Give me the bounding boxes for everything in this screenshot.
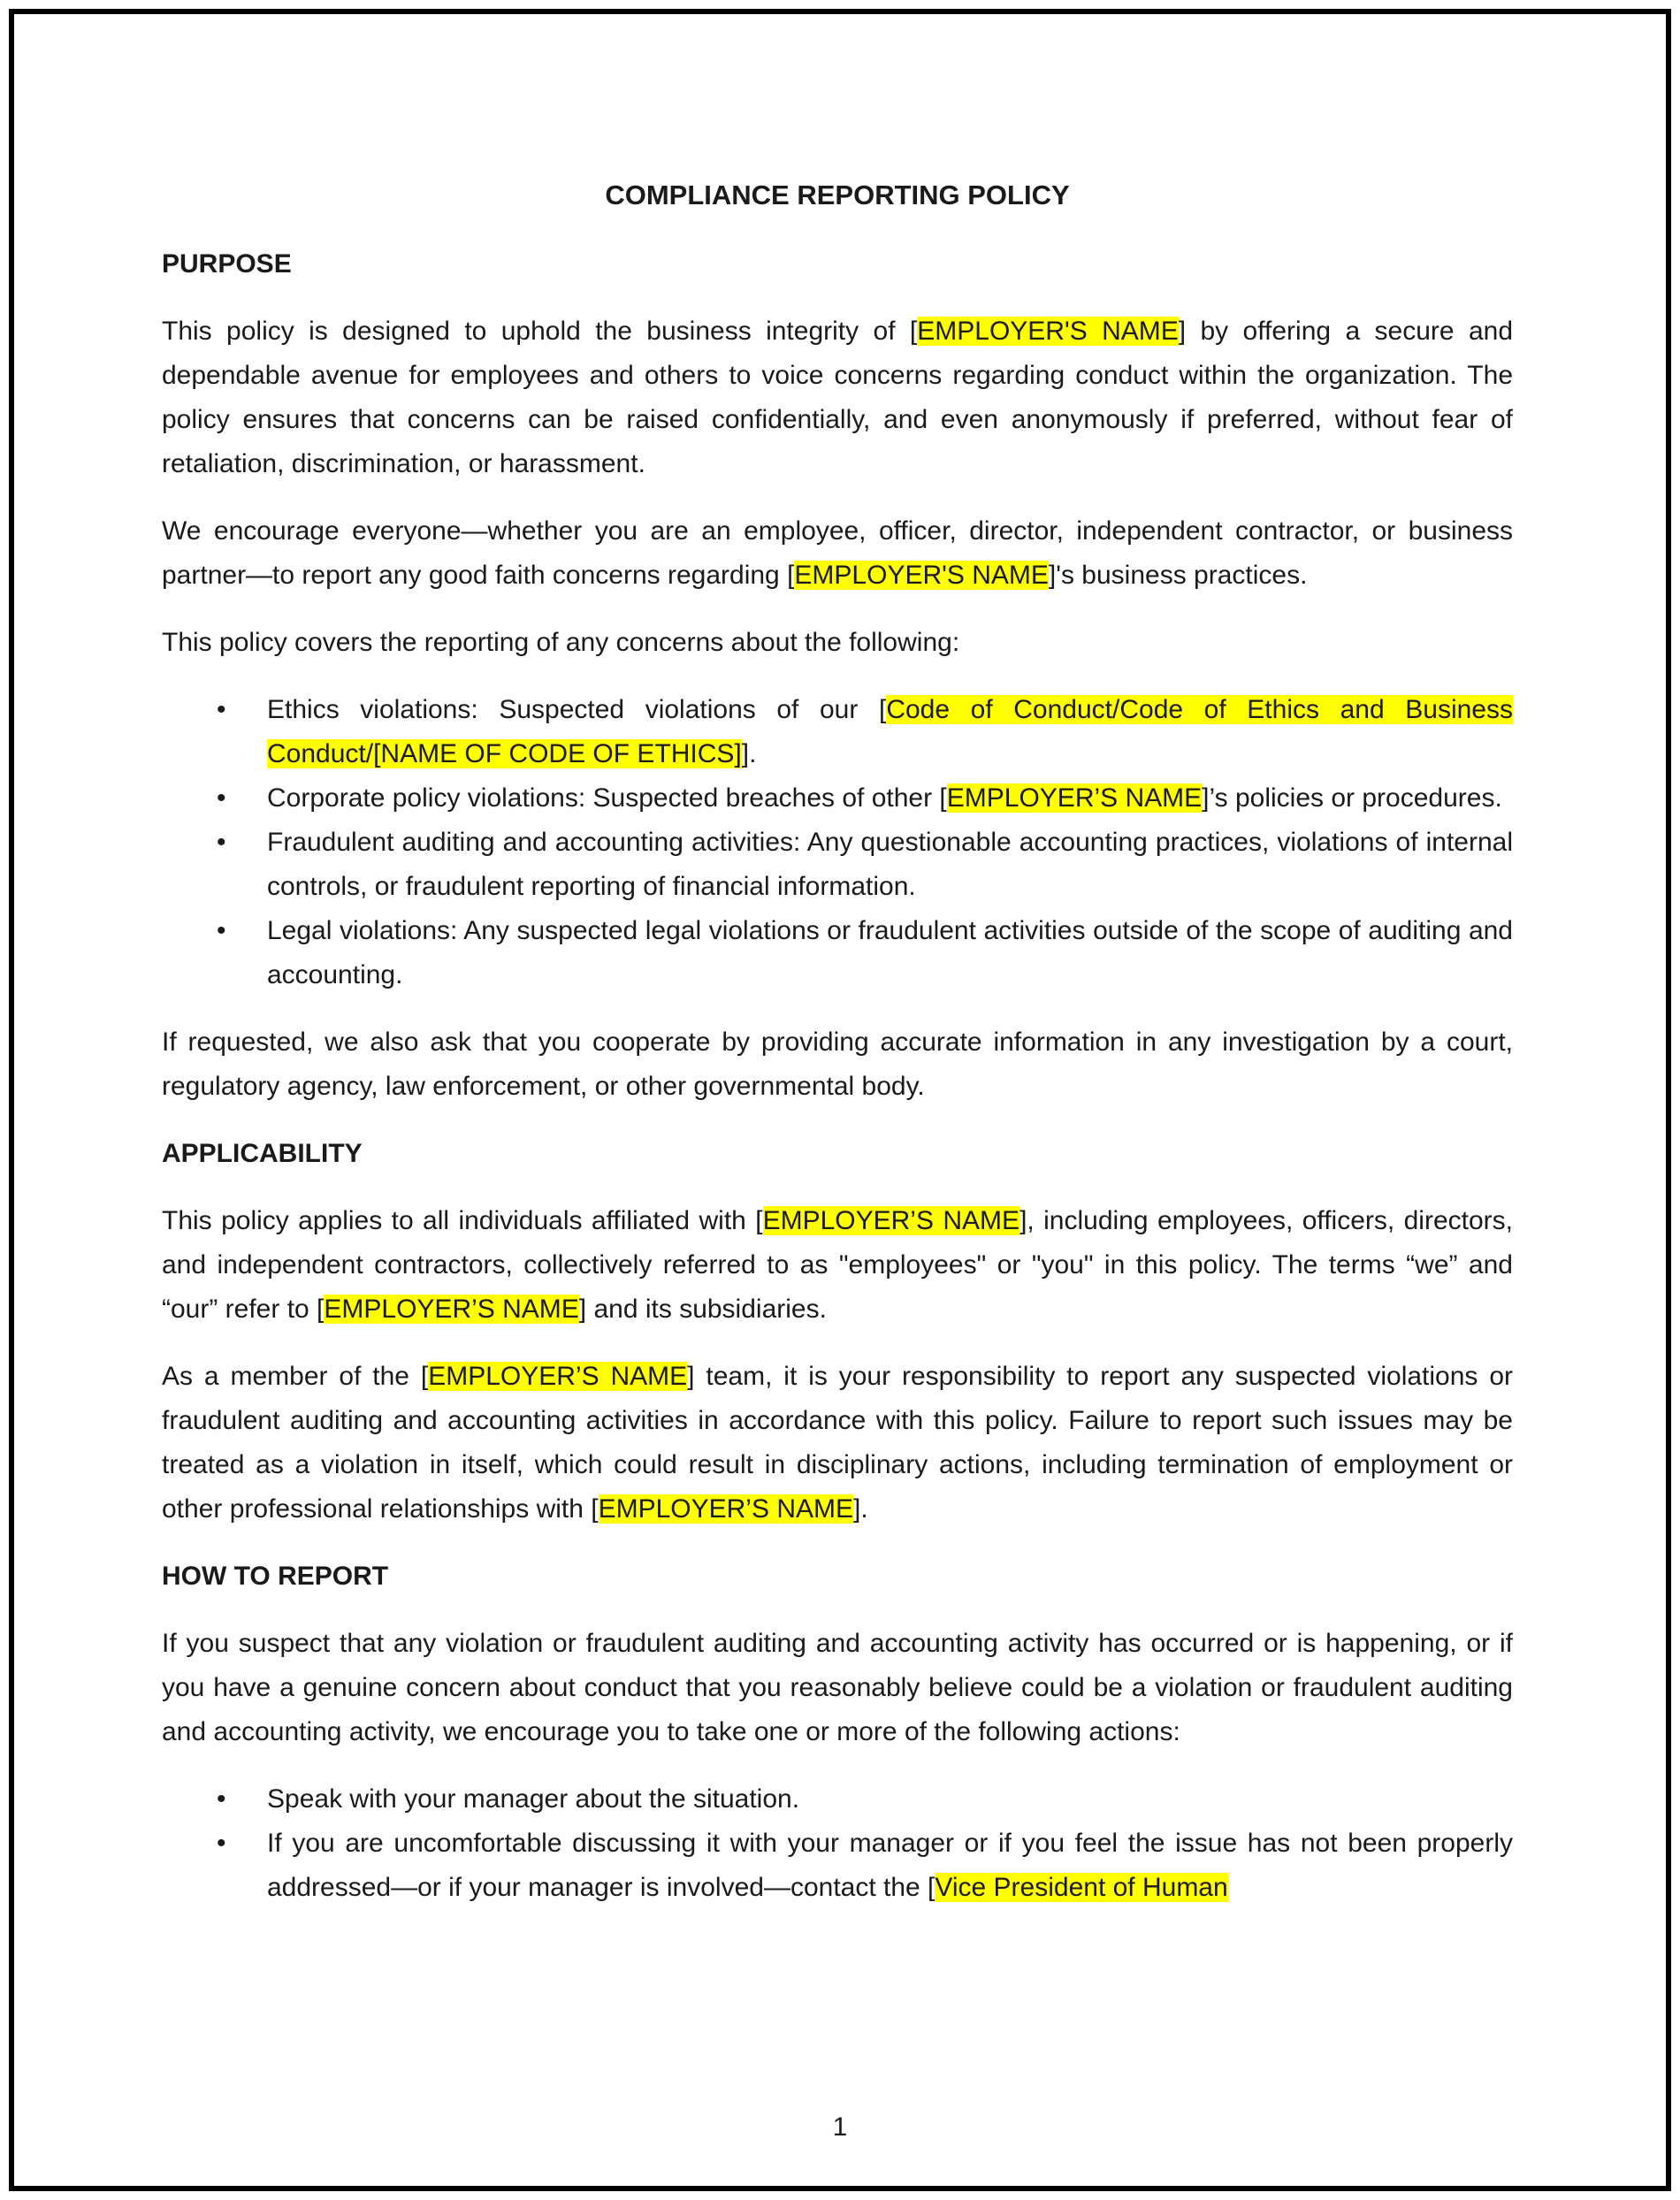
- text-run: ].: [853, 1494, 868, 1524]
- purpose-paragraph-2: [162, 509, 1513, 598]
- text-run: If requested, we also ask that you cooperate by providing accurate information in any investigation by a court, regulatory agency, law enforcement, or other governmental body.: [162, 1027, 1513, 1101]
- text-run: ], including employees, officers, directors, and independent contractors, collectively referred to as "employees" or "you" in this policy. The terms “we” and “our” refer to [: [162, 1206, 1513, 1324]
- list-item-speak-with-manager: [162, 1777, 1513, 1822]
- text-run: ]’s policies or procedures.: [1202, 783, 1502, 813]
- text-run: ] by offering a secure and dependable avenue for employees and others to voice concerns regarding conduct within the organization. The policy ensures that concerns can be raised confidentially, and even anonymously if preferred, without fear of retaliation, discrimination, or harassment.: [162, 317, 1513, 478]
- section-heading-purpose: PURPOSE: [162, 249, 292, 279]
- text-run: If you are uncomfortable discussing it with your manager or if you feel the issue has not been properly addressed—or if your manager is involved—contact the [: [267, 1829, 1513, 1902]
- purpose-paragraph-3: [162, 621, 1513, 665]
- text-run: This policy covers the reporting of any concerns about the following:: [162, 628, 960, 657]
- section-heading-how-to-report: HOW TO REPORT: [162, 1562, 389, 1591]
- text-run: ] and its subsidiaries.: [578, 1295, 827, 1324]
- highlighted-placeholder: EMPLOYER’S NAME: [946, 783, 1203, 813]
- text-run: This policy applies to all individuals affiliated with [: [162, 1206, 763, 1235]
- text-run: This policy is designed to uphold the business integrity of [: [162, 317, 918, 346]
- text-run: ]'s business practices.: [1048, 561, 1308, 590]
- list-item-fraudulent-auditing: [162, 821, 1513, 909]
- applicability-paragraph-1: [162, 1199, 1513, 1332]
- text-run: Ethics violations: Suspected violations of our [: [267, 695, 887, 724]
- text-run: Legal violations: Any suspected legal violations or fraudulent activities outside of the scope of auditing and accounting.: [267, 916, 1513, 989]
- text-run: Speak with your manager about the situation.: [267, 1784, 800, 1814]
- how-to-report-bullet-list: [162, 1777, 1513, 1910]
- text-run: Fraudulent auditing and accounting activities: Any questionable accounting practices, violations of internal controls, or fraudulent reporting of financial information.: [267, 828, 1513, 901]
- text-run: ].: [741, 739, 757, 768]
- text-run: As a member of the [: [162, 1362, 429, 1391]
- text-run: Corporate policy violations: Suspected breaches of other [: [267, 783, 947, 813]
- highlighted-placeholder: Code of Conduct/Code of Ethics and Business Conduct/[NAME OF CODE OF ETHICS]: [267, 695, 1513, 768]
- highlighted-placeholder: EMPLOYER'S NAME: [794, 561, 1049, 590]
- document-content: [162, 173, 1513, 1933]
- highlighted-placeholder: EMPLOYER'S NAME: [917, 317, 1179, 346]
- how-to-report-paragraph-1: [162, 1622, 1513, 1754]
- purpose-bullet-list: [162, 688, 1513, 997]
- highlighted-placeholder: EMPLOYER’S NAME: [598, 1494, 853, 1524]
- list-item-ethics-violations: [162, 688, 1513, 776]
- section-heading-applicability: APPLICABILITY: [162, 1139, 363, 1168]
- applicability-paragraph-2: [162, 1355, 1513, 1532]
- purpose-paragraph-1: [162, 309, 1513, 486]
- highlighted-placeholder: Vice President of Human: [935, 1873, 1228, 1902]
- highlighted-placeholder: EMPLOYER’S NAME: [428, 1362, 688, 1391]
- document-title: COMPLIANCE REPORTING POLICY: [605, 180, 1070, 210]
- text-run: If you suspect that any violation or fraudulent auditing and accounting activity has occurred or is happening, or if you have a genuine concern about conduct that you reasonably believe could be a violation or fraudulent auditing and accounting activity, we encourage you to take one or more of the following actions:: [162, 1629, 1513, 1746]
- list-item-corporate-policy-violations: [162, 776, 1513, 821]
- list-item-legal-violations: [162, 909, 1513, 997]
- text-run: We encourage everyone—whether you are an employee, officer, director, independent contractor, or business partner—to report any good faith concerns regarding [: [162, 516, 1513, 590]
- text-run: ] team, it is your responsibility to report any suspected violations or fraudulent auditing and accounting activities in accordance with this policy. Failure to report such issues may be treated as a violation in itself, which could result in disciplinary actions, including termination of employment or other professional relationships with [: [162, 1362, 1513, 1524]
- highlighted-placeholder: EMPLOYER’S NAME: [324, 1295, 579, 1324]
- list-item-contact-vp: [162, 1822, 1513, 1910]
- highlighted-placeholder: EMPLOYER’S NAME: [762, 1206, 1020, 1235]
- purpose-paragraph-4: [162, 1020, 1513, 1109]
- page-number: 1: [832, 2112, 848, 2142]
